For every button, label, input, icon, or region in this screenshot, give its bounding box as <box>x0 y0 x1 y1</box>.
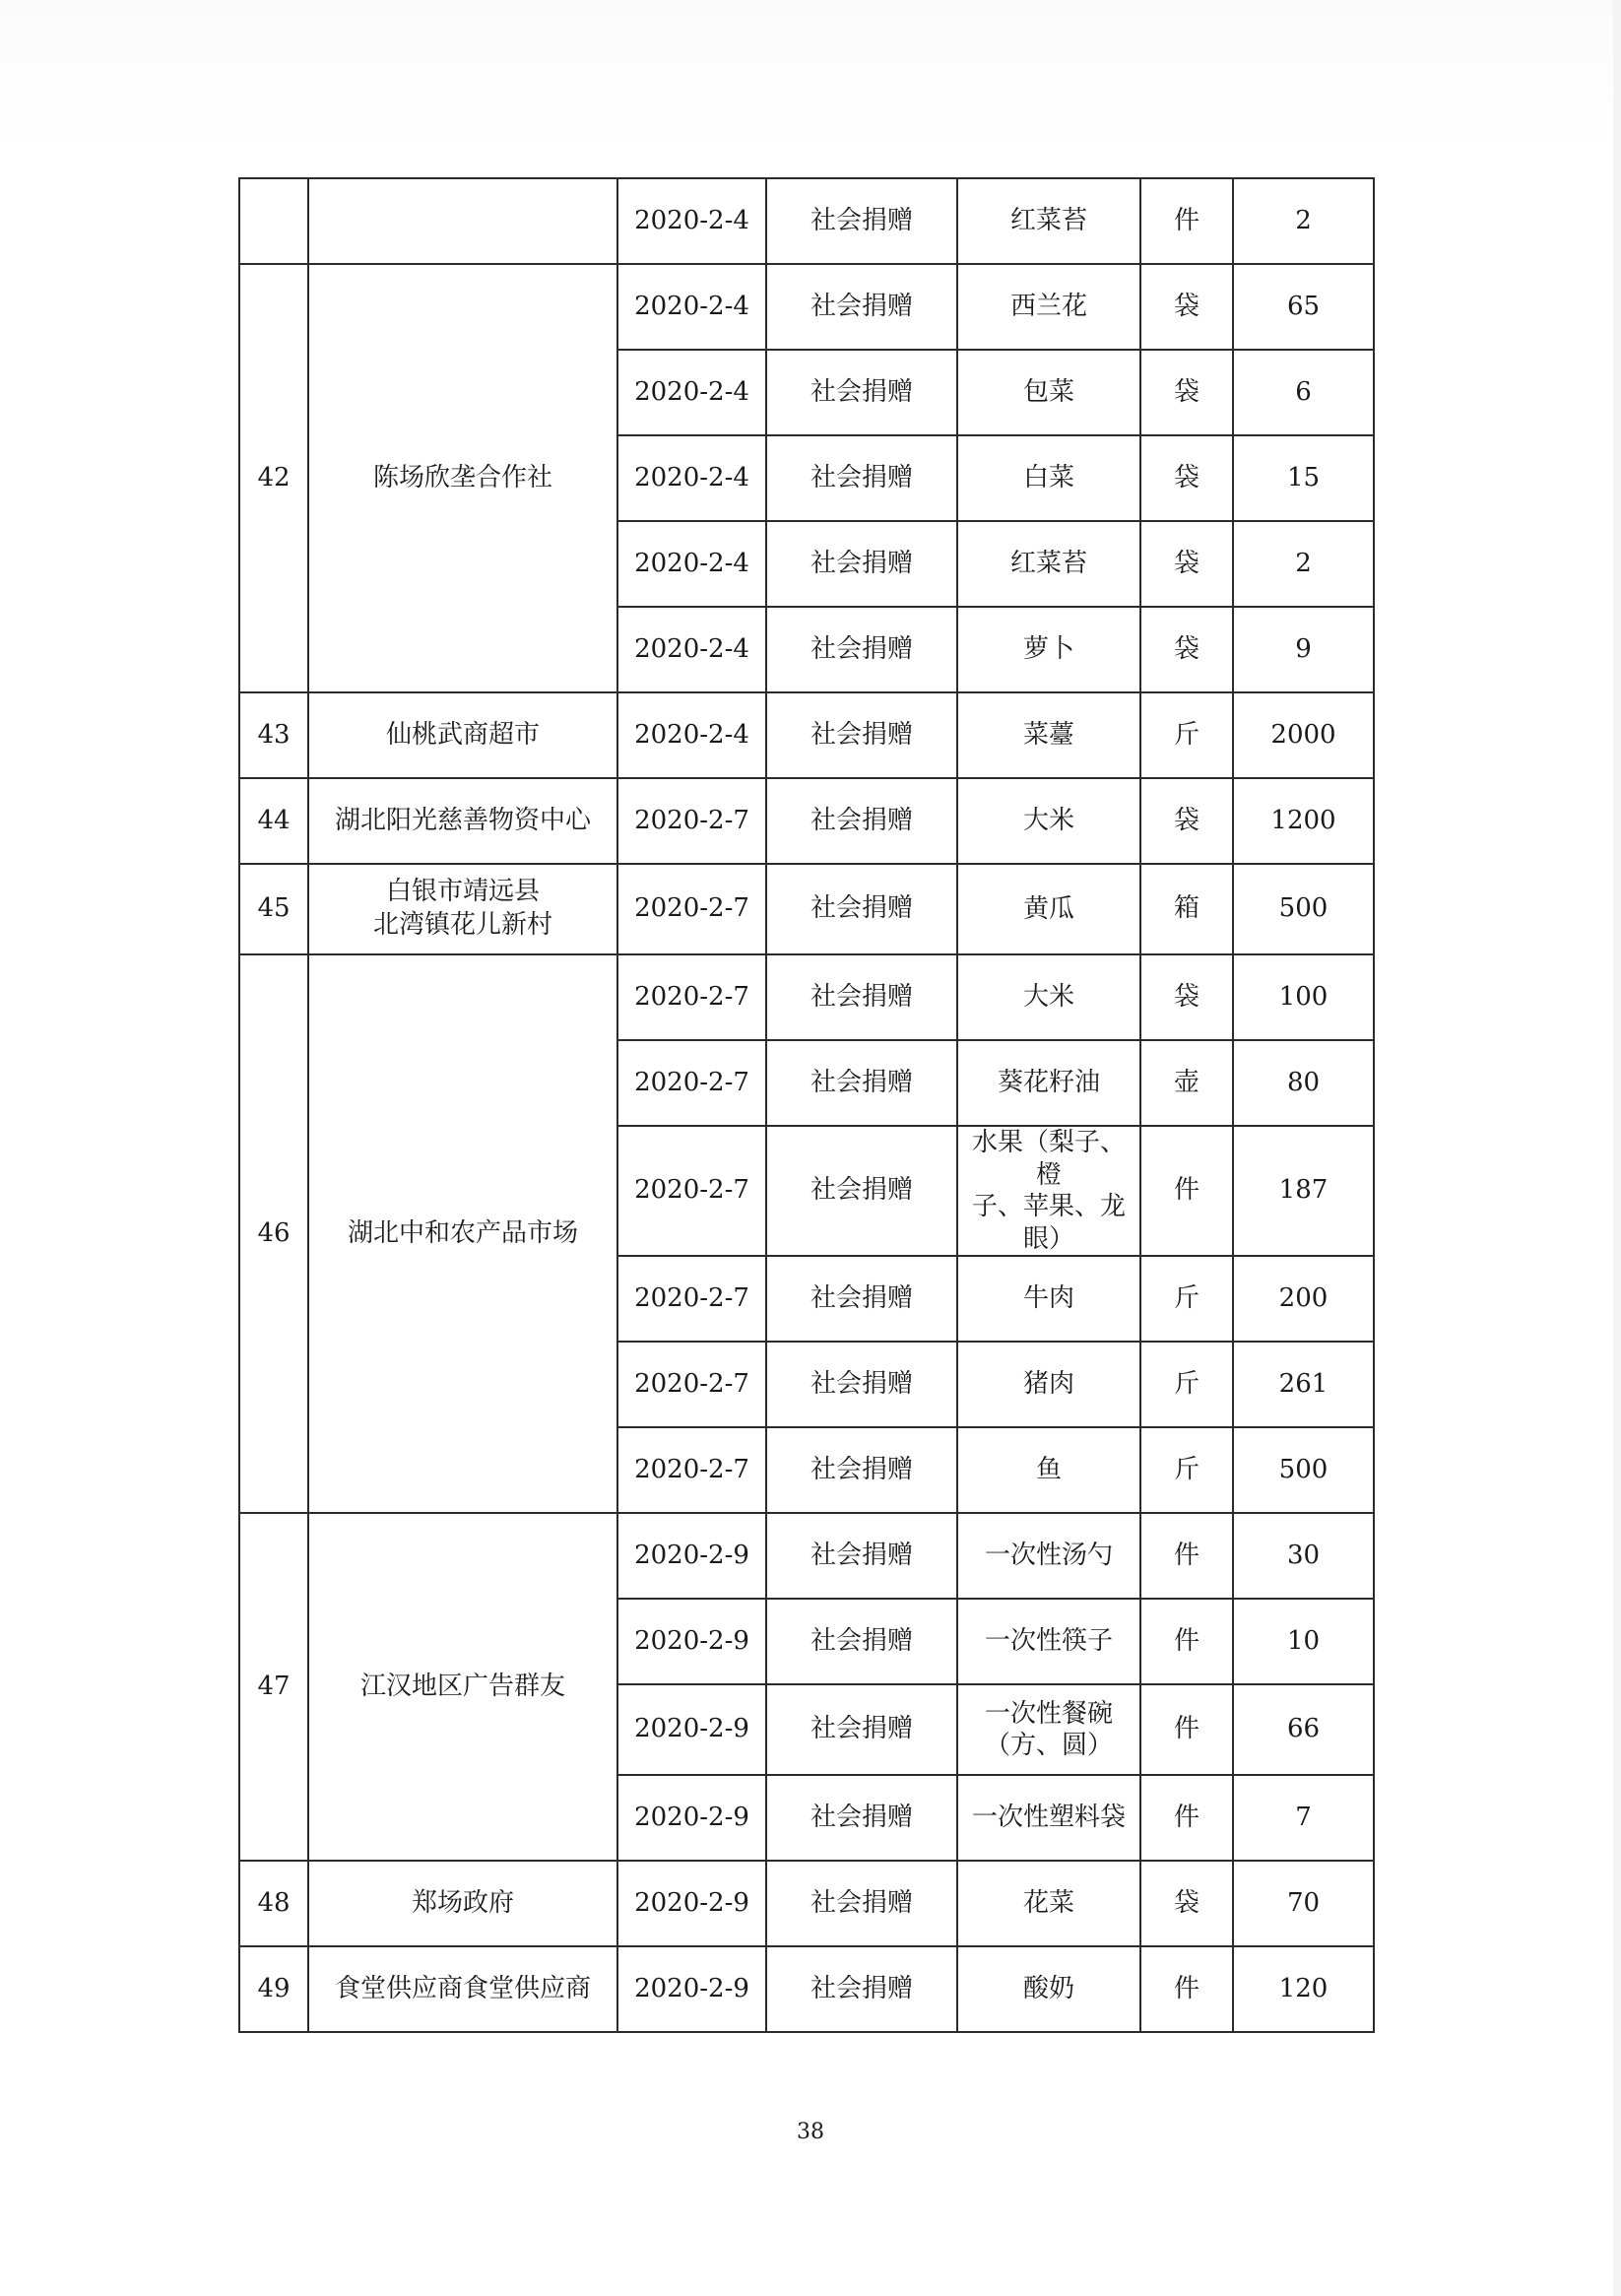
donation-type-cell: 社会捐赠 <box>766 521 957 607</box>
item-name-line: 白菜 <box>1022 463 1074 493</box>
item-name-line: 鱼 <box>1035 1455 1062 1485</box>
donation-table <box>238 177 1375 2033</box>
donation-type-cell: 社会捐赠 <box>766 1599 957 1684</box>
quantity-cell: 15 <box>1233 435 1374 521</box>
donor-cell <box>308 1861 617 1946</box>
donor-name-line: 湖北中和农产品市场 <box>347 1217 578 1248</box>
quantity-cell: 6 <box>1233 350 1374 435</box>
donor-name-line: 北湾镇花儿新村 <box>372 910 552 940</box>
unit-cell: 件 <box>1140 1946 1233 2032</box>
donor-name-line: 仙桃武商超市 <box>385 719 540 750</box>
row-number-cell <box>239 178 308 264</box>
item-name-line: 一次性汤勺 <box>984 1541 1113 1571</box>
unit-cell: 件 <box>1140 1775 1233 1861</box>
donation-type-cell: 社会捐赠 <box>766 1684 957 1775</box>
quantity-cell: 500 <box>1233 1427 1374 1513</box>
unit-cell: 袋 <box>1140 954 1233 1040</box>
item-name-line: 一次性餐碗 <box>984 1698 1113 1729</box>
unit-cell: 件 <box>1140 1599 1233 1684</box>
item-name-line: 子、苹果、龙眼） <box>971 1192 1126 1254</box>
quantity-cell: 261 <box>1233 1342 1374 1427</box>
donor-cell <box>308 692 617 778</box>
item-cell <box>957 1775 1140 1861</box>
date-cell: 2020-2-4 <box>617 692 766 778</box>
item-name-line: 红菜苔 <box>1009 549 1087 579</box>
unit-cell: 袋 <box>1140 1861 1233 1946</box>
date-cell: 2020-2-7 <box>617 1256 766 1342</box>
unit-cell: 壶 <box>1140 1040 1233 1126</box>
unit-cell: 件 <box>1140 1513 1233 1599</box>
item-name-line: 一次性筷子 <box>984 1626 1113 1657</box>
item-name-line: 猪肉 <box>1022 1369 1074 1400</box>
quantity-cell: 65 <box>1233 264 1374 350</box>
quantity-cell: 120 <box>1233 1946 1374 2032</box>
date-cell: 2020-2-4 <box>617 264 766 350</box>
row-number-cell: 44 <box>239 778 308 864</box>
quantity-cell: 2 <box>1233 521 1374 607</box>
item-cell <box>957 1256 1140 1342</box>
item-name-line: 水果（梨子、橙 <box>971 1128 1126 1190</box>
item-cell <box>957 1126 1140 1256</box>
item-name-line: 牛肉 <box>1022 1283 1074 1314</box>
item-cell <box>957 1861 1140 1946</box>
item-cell <box>957 692 1140 778</box>
item-name-line: 葵花籽油 <box>997 1068 1100 1098</box>
row-number-cell: 42 <box>239 264 308 692</box>
date-cell: 2020-2-9 <box>617 1599 766 1684</box>
date-cell: 2020-2-9 <box>617 1684 766 1775</box>
date-cell: 2020-2-9 <box>617 1513 766 1599</box>
unit-cell: 斤 <box>1140 1427 1233 1513</box>
item-cell <box>957 1427 1140 1513</box>
item-name-line: 黄瓜 <box>1022 893 1074 924</box>
table-row <box>239 692 1374 778</box>
unit-cell: 箱 <box>1140 864 1233 954</box>
donation-type-cell: 社会捐赠 <box>766 350 957 435</box>
donor-cell <box>308 864 617 954</box>
donor-cell <box>308 954 617 1513</box>
item-cell <box>957 778 1140 864</box>
item-name-line: 酸奶 <box>1022 1974 1074 2004</box>
donation-type-cell: 社会捐赠 <box>766 264 957 350</box>
unit-cell: 件 <box>1140 1684 1233 1775</box>
item-cell <box>957 178 1140 264</box>
date-cell: 2020-2-9 <box>617 1775 766 1861</box>
item-name-line: 花菜 <box>1022 1888 1074 1919</box>
item-name-line: （方、圆） <box>984 1731 1113 1760</box>
item-name-line: 大米 <box>1022 982 1074 1013</box>
date-cell: 2020-2-7 <box>617 864 766 954</box>
unit-cell: 件 <box>1140 1126 1233 1256</box>
item-cell <box>957 1342 1140 1427</box>
donation-type-cell: 社会捐赠 <box>766 1427 957 1513</box>
table-row <box>239 954 1374 1040</box>
donation-type-cell: 社会捐赠 <box>766 1861 957 1946</box>
item-cell <box>957 264 1140 350</box>
quantity-cell: 2000 <box>1233 692 1374 778</box>
donation-type-cell: 社会捐赠 <box>766 435 957 521</box>
row-number-cell: 48 <box>239 1861 308 1946</box>
unit-cell: 斤 <box>1140 1342 1233 1427</box>
quantity-cell: 200 <box>1233 1256 1374 1342</box>
item-cell <box>957 1040 1140 1126</box>
quantity-cell: 500 <box>1233 864 1374 954</box>
item-name-line: 包菜 <box>1022 377 1074 408</box>
donation-type-cell: 社会捐赠 <box>766 607 957 692</box>
unit-cell: 斤 <box>1140 692 1233 778</box>
item-cell <box>957 1684 1140 1775</box>
quantity-cell: 66 <box>1233 1684 1374 1775</box>
quantity-cell: 9 <box>1233 607 1374 692</box>
date-cell: 2020-2-4 <box>617 607 766 692</box>
item-name-line: 一次性塑料袋 <box>971 1803 1126 1833</box>
donation-type-cell: 社会捐赠 <box>766 692 957 778</box>
donor-name-line: 江汉地区广告群友 <box>359 1671 565 1701</box>
item-name-line: 大米 <box>1022 806 1074 836</box>
item-cell <box>957 954 1140 1040</box>
table-row <box>239 1513 1374 1599</box>
unit-cell: 袋 <box>1140 350 1233 435</box>
donor-cell <box>308 1946 617 2032</box>
donation-type-cell: 社会捐赠 <box>766 1342 957 1427</box>
donor-cell <box>308 264 617 692</box>
date-cell: 2020-2-7 <box>617 954 766 1040</box>
donation-type-cell: 社会捐赠 <box>766 1775 957 1861</box>
table-row <box>239 178 1374 264</box>
date-cell: 2020-2-9 <box>617 1946 766 2032</box>
donor-cell <box>308 178 617 264</box>
donation-type-cell: 社会捐赠 <box>766 778 957 864</box>
date-cell: 2020-2-7 <box>617 1427 766 1513</box>
date-cell: 2020-2-4 <box>617 350 766 435</box>
item-cell <box>957 1599 1140 1684</box>
item-cell <box>957 350 1140 435</box>
unit-cell: 袋 <box>1140 435 1233 521</box>
donation-type-cell: 社会捐赠 <box>766 1040 957 1126</box>
donor-name-line: 郑场政府 <box>411 1887 514 1918</box>
table-row <box>239 264 1374 350</box>
item-cell <box>957 607 1140 692</box>
date-cell: 2020-2-9 <box>617 1861 766 1946</box>
page-number: 38 <box>797 2120 824 2144</box>
quantity-cell: 100 <box>1233 954 1374 1040</box>
donor-cell <box>308 778 617 864</box>
item-name-line: 菜薹 <box>1022 720 1074 751</box>
unit-cell: 件 <box>1140 178 1233 264</box>
donor-name-line: 白银市靖远县 <box>385 877 540 907</box>
donation-type-cell: 社会捐赠 <box>766 1256 957 1342</box>
quantity-cell: 70 <box>1233 1861 1374 1946</box>
quantity-cell: 187 <box>1233 1126 1374 1256</box>
donation-type-cell: 社会捐赠 <box>766 1946 957 2032</box>
donation-type-cell: 社会捐赠 <box>766 178 957 264</box>
quantity-cell: 80 <box>1233 1040 1374 1126</box>
quantity-cell: 10 <box>1233 1599 1374 1684</box>
row-number-cell: 46 <box>239 954 308 1513</box>
unit-cell: 袋 <box>1140 607 1233 692</box>
item-cell <box>957 1946 1140 2032</box>
row-number-cell: 43 <box>239 692 308 778</box>
scan-background <box>0 0 1621 158</box>
item-name-line: 萝卜 <box>1022 634 1074 665</box>
date-cell: 2020-2-4 <box>617 178 766 264</box>
donation-type-cell: 社会捐赠 <box>766 864 957 954</box>
date-cell: 2020-2-4 <box>617 435 766 521</box>
item-name-line: 西兰花 <box>1009 292 1087 322</box>
donation-type-cell: 社会捐赠 <box>766 1513 957 1599</box>
donor-name-line: 食堂供应商食堂供应商 <box>334 1973 591 2003</box>
item-cell <box>957 864 1140 954</box>
unit-cell: 袋 <box>1140 264 1233 350</box>
table-row <box>239 864 1374 954</box>
donation-type-cell: 社会捐赠 <box>766 954 957 1040</box>
date-cell: 2020-2-7 <box>617 1040 766 1126</box>
item-cell <box>957 1513 1140 1599</box>
item-cell <box>957 435 1140 521</box>
donor-name-line: 湖北阳光慈善物资中心 <box>334 805 591 835</box>
item-cell <box>957 521 1140 607</box>
quantity-cell: 2 <box>1233 178 1374 264</box>
row-number-cell: 49 <box>239 1946 308 2032</box>
unit-cell: 袋 <box>1140 778 1233 864</box>
donor-name-line: 陈场欣垄合作社 <box>372 462 552 492</box>
scan-edge <box>1613 0 1621 2296</box>
unit-cell: 斤 <box>1140 1256 1233 1342</box>
table-row <box>239 1861 1374 1946</box>
table-row <box>239 1946 1374 2032</box>
donor-cell <box>308 1513 617 1861</box>
table-row <box>239 778 1374 864</box>
unit-cell: 袋 <box>1140 521 1233 607</box>
donation-type-cell: 社会捐赠 <box>766 1126 957 1256</box>
item-name-line: 红菜苔 <box>1009 206 1087 236</box>
date-cell: 2020-2-7 <box>617 1342 766 1427</box>
date-cell: 2020-2-7 <box>617 1126 766 1256</box>
quantity-cell: 30 <box>1233 1513 1374 1599</box>
date-cell: 2020-2-4 <box>617 521 766 607</box>
quantity-cell: 1200 <box>1233 778 1374 864</box>
date-cell: 2020-2-7 <box>617 778 766 864</box>
row-number-cell: 45 <box>239 864 308 954</box>
donation-table-body <box>239 178 1374 2032</box>
row-number-cell: 47 <box>239 1513 308 1861</box>
quantity-cell: 7 <box>1233 1775 1374 1861</box>
